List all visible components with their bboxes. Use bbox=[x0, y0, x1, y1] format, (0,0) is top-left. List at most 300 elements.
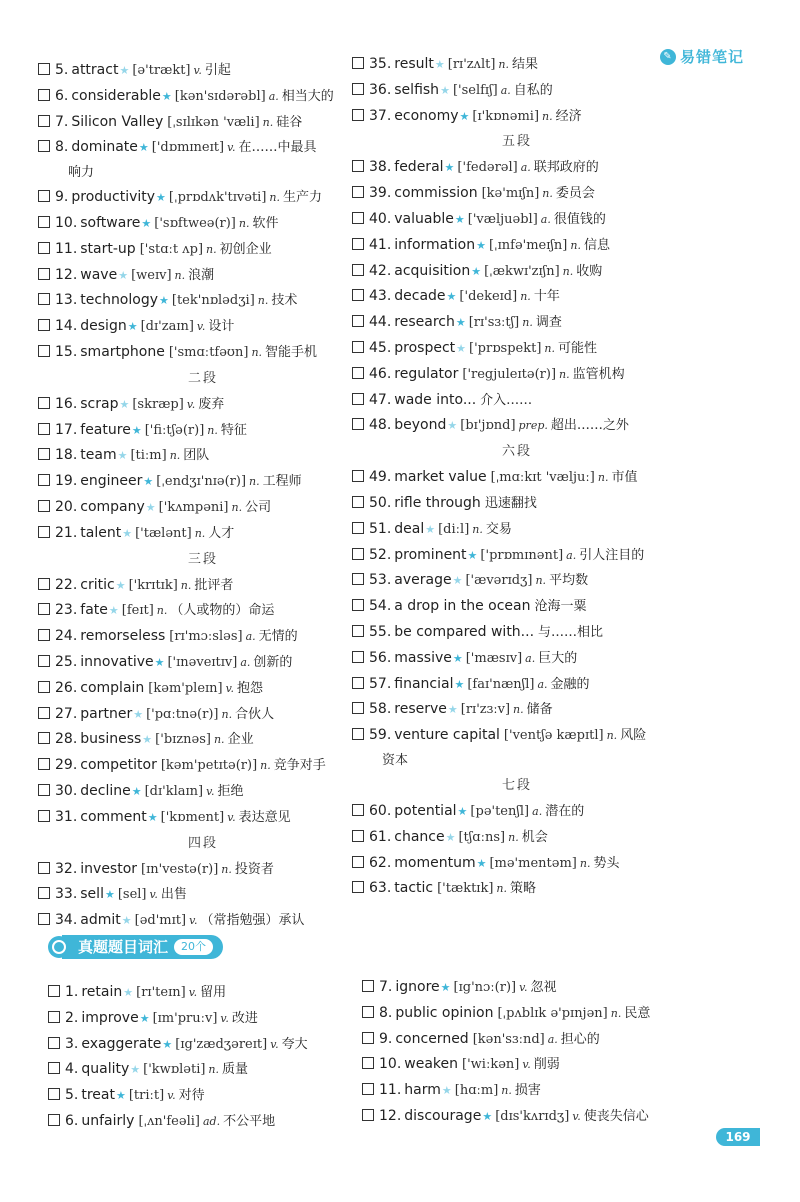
checkbox[interactable] bbox=[38, 268, 50, 280]
entry-pos: n. bbox=[498, 58, 510, 71]
word-entry bbox=[48, 1083, 378, 1109]
entry-phonetic: [faɪ'nænʃl] bbox=[467, 676, 535, 692]
star-icon: ★ bbox=[440, 83, 450, 97]
entry-number: 31. bbox=[55, 808, 78, 825]
star-icon: ★ bbox=[447, 703, 458, 717]
page-number: 169 bbox=[716, 1128, 760, 1146]
word-entry bbox=[352, 851, 682, 877]
word-entry bbox=[38, 727, 368, 753]
checkbox[interactable] bbox=[352, 238, 364, 250]
entry-number: 39. bbox=[369, 185, 392, 202]
entry-phonetic: ['regjuleɪtə(r)] bbox=[462, 366, 557, 382]
entry-meaning: 不公平地 bbox=[223, 1113, 276, 1129]
entry-word: potential bbox=[394, 802, 457, 819]
word-entry bbox=[38, 211, 368, 237]
entry-number: 61. bbox=[369, 828, 392, 845]
entry-pos: n. bbox=[238, 216, 250, 230]
entry-number: 12. bbox=[55, 266, 78, 283]
entry-word: investor bbox=[80, 860, 138, 877]
entry-number: 33. bbox=[55, 886, 78, 903]
entry-meaning: 出售 bbox=[160, 887, 187, 903]
checkbox[interactable] bbox=[352, 289, 364, 301]
checkbox[interactable] bbox=[352, 677, 364, 689]
star-icon: ★ bbox=[454, 677, 465, 691]
checkbox[interactable] bbox=[352, 702, 364, 714]
entry-phonetic: [dɪ'klaɪn] bbox=[144, 783, 204, 799]
checkbox[interactable] bbox=[38, 319, 50, 331]
checkbox[interactable] bbox=[362, 1083, 374, 1095]
entry-word: company bbox=[80, 498, 145, 515]
checkbox[interactable] bbox=[352, 651, 364, 663]
star-icon: ★ bbox=[130, 1063, 141, 1077]
word-entry bbox=[38, 598, 368, 624]
entry-meaning: 与……相比 bbox=[538, 624, 604, 640]
word-entry bbox=[38, 110, 368, 136]
word-entry bbox=[352, 491, 682, 517]
entry-word: prospect bbox=[394, 339, 456, 356]
entry-phonetic: [ɪg'nɔː(r)] bbox=[453, 980, 517, 995]
entry-pos: a. bbox=[240, 655, 251, 669]
entry-phonetic: [hɑːm] bbox=[454, 1083, 499, 1099]
checkbox[interactable] bbox=[38, 913, 50, 925]
entry-phonetic: [kən'sɪdərəbl] bbox=[174, 88, 266, 104]
entry-pos: v. bbox=[193, 64, 202, 77]
section-heading: 五段 bbox=[501, 134, 532, 150]
entry-meaning: 拒绝 bbox=[217, 783, 244, 799]
checkbox[interactable] bbox=[352, 393, 364, 405]
entry-number: 16. bbox=[55, 395, 78, 412]
entry-meaning: 质量 bbox=[222, 1062, 249, 1078]
star-icon: ★ bbox=[139, 1011, 150, 1025]
star-icon: ★ bbox=[143, 475, 154, 489]
word-entry bbox=[352, 155, 682, 181]
checkbox[interactable] bbox=[38, 293, 50, 305]
exam-vocab-left-column bbox=[48, 980, 378, 1135]
entry-phonetic: ['kwɒləti] bbox=[143, 1062, 206, 1078]
entry-pos: v. bbox=[149, 888, 158, 902]
entry-word: improve bbox=[81, 1009, 139, 1026]
entry-number: 41. bbox=[369, 236, 392, 253]
entry-number: 63. bbox=[369, 880, 392, 897]
entry-meaning: 介入…… bbox=[480, 392, 533, 408]
entry-pos: n. bbox=[610, 1006, 622, 1020]
checkbox[interactable] bbox=[38, 526, 50, 538]
checkbox[interactable] bbox=[48, 1011, 60, 1023]
entry-phonetic: ['fedərəl] bbox=[457, 160, 518, 176]
entry-phonetic: [ˌsɪlɪkən 'væli] bbox=[167, 114, 260, 130]
word-entry bbox=[352, 388, 682, 414]
entry-phonetic: [tʃɑːns] bbox=[458, 829, 506, 845]
entry-pos: ad. bbox=[202, 1114, 221, 1128]
entry-pos: n. bbox=[260, 759, 271, 773]
checkbox[interactable] bbox=[352, 881, 364, 893]
entry-number: 53. bbox=[369, 572, 392, 589]
entry-pos: a. bbox=[520, 161, 531, 175]
checkbox[interactable] bbox=[352, 522, 364, 534]
entry-phonetic: [diːl] bbox=[438, 521, 470, 537]
entry-number: 36. bbox=[369, 81, 392, 98]
entry-pos: v. bbox=[519, 981, 528, 994]
entry-number: 43. bbox=[369, 288, 392, 305]
entry-meaning: 智能手机 bbox=[265, 344, 318, 360]
checkbox[interactable] bbox=[352, 367, 364, 379]
entry-phonetic: [ˌækwɪ'zɪʃn] bbox=[484, 263, 560, 279]
word-entry bbox=[352, 52, 682, 78]
checkbox[interactable] bbox=[38, 578, 50, 590]
entry-phonetic: [kən'sɜːnd] bbox=[472, 1031, 545, 1047]
checkbox[interactable] bbox=[38, 784, 50, 796]
checkbox[interactable] bbox=[352, 83, 364, 95]
star-icon: ★ bbox=[108, 604, 119, 618]
entry-word: wave bbox=[80, 266, 118, 283]
star-icon: ★ bbox=[467, 548, 478, 562]
checkbox[interactable] bbox=[38, 423, 50, 435]
checkbox[interactable] bbox=[38, 474, 50, 486]
checkbox[interactable] bbox=[352, 160, 364, 172]
entry-word: information bbox=[394, 236, 476, 253]
entry-pos: a. bbox=[245, 630, 256, 644]
entry-phonetic: ['sɒftweə(r)] bbox=[154, 215, 236, 231]
entry-number: 26. bbox=[55, 679, 78, 696]
star-icon: ★ bbox=[476, 238, 486, 252]
checkbox[interactable] bbox=[38, 115, 50, 127]
word-entry bbox=[352, 876, 682, 902]
checkbox[interactable] bbox=[38, 655, 50, 667]
checkbox[interactable] bbox=[48, 985, 60, 997]
checkbox[interactable] bbox=[352, 830, 364, 842]
entry-word: deal bbox=[394, 520, 425, 537]
entry-word: exaggerate bbox=[81, 1035, 162, 1052]
entry-number: 50. bbox=[369, 494, 392, 511]
entry-meaning: 表达意见 bbox=[238, 809, 291, 825]
entry-pos: v. bbox=[225, 681, 235, 695]
entry-phonetic: [triːt] bbox=[128, 1088, 165, 1104]
star-icon: ★ bbox=[145, 500, 156, 514]
checkbox[interactable] bbox=[362, 1109, 374, 1121]
entry-pos: n. bbox=[257, 294, 269, 308]
checkbox[interactable] bbox=[352, 264, 364, 276]
star-icon: ★ bbox=[156, 191, 166, 205]
checkbox[interactable] bbox=[38, 89, 50, 101]
checkbox[interactable] bbox=[38, 140, 50, 152]
word-entry bbox=[38, 624, 368, 650]
entry-pos: v. bbox=[220, 1011, 229, 1025]
checkbox[interactable] bbox=[38, 397, 50, 409]
entry-word: economy bbox=[394, 107, 459, 124]
entry-number: 45. bbox=[369, 339, 392, 356]
checkbox[interactable] bbox=[38, 190, 50, 202]
word-entry bbox=[38, 135, 368, 161]
star-icon: ★ bbox=[142, 733, 153, 747]
entry-number: 30. bbox=[55, 782, 78, 799]
entry-phonetic: [mə'mentəm] bbox=[489, 855, 577, 871]
entry-number: 13. bbox=[55, 292, 78, 309]
entry-word: critic bbox=[80, 576, 115, 593]
entry-word: remorseless bbox=[80, 628, 166, 645]
checkbox[interactable] bbox=[38, 707, 50, 719]
word-entry bbox=[352, 672, 682, 698]
entry-pos: n. bbox=[472, 522, 483, 536]
entry-word: prominent bbox=[394, 546, 467, 563]
entry-phonetic: [kə'mɪʃn] bbox=[481, 186, 540, 202]
entry-number: 28. bbox=[55, 731, 78, 748]
word-entry bbox=[352, 543, 682, 569]
entry-word: harm bbox=[404, 1082, 441, 1099]
word-entry bbox=[48, 1032, 378, 1058]
entry-word: quality bbox=[81, 1061, 130, 1078]
entry-meaning: 风险 bbox=[620, 728, 647, 744]
entry-word: decade bbox=[394, 288, 446, 305]
entry-phonetic: [bɪ'jɒnd] bbox=[460, 418, 516, 434]
entry-pos: n. bbox=[249, 475, 260, 489]
checkbox[interactable] bbox=[352, 418, 364, 430]
entry-number: 52. bbox=[369, 546, 392, 563]
checkbox[interactable] bbox=[352, 496, 364, 508]
entry-pos: n. bbox=[180, 578, 192, 592]
entry-word: attract bbox=[71, 62, 119, 78]
entry-word: research bbox=[394, 314, 455, 331]
entry-word: rifle through bbox=[394, 494, 481, 511]
entry-meaning: 创新的 bbox=[253, 654, 293, 670]
entry-phonetic: ['dekeɪd] bbox=[459, 289, 518, 305]
checkbox[interactable] bbox=[352, 109, 364, 121]
word-entry bbox=[352, 233, 682, 259]
checkbox[interactable] bbox=[38, 216, 50, 228]
star-icon: ★ bbox=[141, 216, 152, 230]
entry-phonetic: [ˌendʒɪ'nɪə(r)] bbox=[156, 474, 247, 490]
checkbox[interactable] bbox=[38, 603, 50, 615]
checkbox[interactable] bbox=[362, 1006, 374, 1018]
entry-phonetic: ['dɒmɪneɪt] bbox=[151, 140, 225, 156]
word-entry bbox=[352, 207, 682, 233]
entry-phonetic: [rɪ'sɜːtʃ] bbox=[468, 315, 520, 331]
star-icon: ★ bbox=[117, 449, 128, 463]
entry-pos: v. bbox=[196, 320, 206, 334]
checkbox[interactable] bbox=[362, 1032, 374, 1044]
word-entry bbox=[38, 779, 368, 805]
entry-word: sell bbox=[80, 886, 104, 903]
checkbox[interactable] bbox=[352, 470, 364, 482]
checkbox[interactable] bbox=[38, 345, 50, 357]
entry-word: complain bbox=[80, 679, 145, 696]
entry-number: 54. bbox=[369, 598, 392, 615]
checkbox[interactable] bbox=[38, 887, 50, 899]
checkbox[interactable] bbox=[352, 804, 364, 816]
checkbox[interactable] bbox=[362, 1057, 374, 1069]
entry-pos: v. bbox=[188, 986, 198, 999]
entry-pos: n. bbox=[221, 862, 232, 876]
star-icon: ★ bbox=[133, 707, 144, 721]
entry-number: 55. bbox=[369, 623, 392, 640]
star-icon: ★ bbox=[119, 64, 130, 77]
checkbox[interactable] bbox=[38, 732, 50, 744]
word-entry bbox=[352, 620, 682, 646]
star-icon: ★ bbox=[159, 294, 169, 308]
star-icon: ★ bbox=[459, 109, 470, 123]
word-entry bbox=[352, 799, 682, 825]
entry-meaning: 十年 bbox=[533, 289, 560, 305]
entry-number: 38. bbox=[369, 159, 392, 176]
star-icon: ★ bbox=[138, 141, 149, 155]
entry-phonetic: [dɪs'kʌrɪdʒ] bbox=[495, 1108, 570, 1124]
checkbox[interactable] bbox=[352, 186, 364, 198]
entry-pos: v. bbox=[572, 1109, 581, 1123]
star-icon: ★ bbox=[118, 268, 129, 282]
checkbox[interactable] bbox=[352, 599, 364, 611]
entry-pos: a. bbox=[566, 548, 577, 562]
entry-number: 57. bbox=[369, 675, 392, 692]
entry-word: partner bbox=[80, 705, 133, 722]
entry-meaning: 抱怨 bbox=[237, 680, 264, 696]
entry-pos: v. bbox=[189, 914, 198, 928]
star-icon: ★ bbox=[482, 1109, 493, 1123]
entry-number: 7. bbox=[55, 113, 69, 130]
word-entry bbox=[38, 392, 368, 418]
checkbox[interactable] bbox=[352, 548, 364, 560]
checkbox[interactable] bbox=[38, 500, 50, 512]
word-entry bbox=[362, 1078, 692, 1104]
entry-pos: v. bbox=[270, 1037, 279, 1051]
checkbox[interactable] bbox=[352, 625, 364, 637]
entry-pos: n. bbox=[208, 1063, 220, 1077]
entry-meaning-continued: 响力 bbox=[68, 165, 95, 181]
checkbox[interactable] bbox=[352, 315, 364, 327]
checkbox[interactable] bbox=[352, 728, 364, 740]
checkbox[interactable] bbox=[38, 810, 50, 822]
star-icon: ★ bbox=[162, 1037, 173, 1051]
checkbox[interactable] bbox=[352, 856, 364, 868]
entry-pos: n. bbox=[559, 367, 570, 381]
entry-pos: n. bbox=[174, 268, 186, 282]
word-entry bbox=[38, 469, 368, 495]
section-heading: 二段 bbox=[187, 370, 218, 386]
word-entry bbox=[362, 1001, 692, 1027]
word-entry bbox=[38, 805, 368, 831]
word-entry bbox=[48, 980, 378, 1006]
entry-meaning: 使丧失信心 bbox=[583, 1108, 649, 1124]
entry-phonetic: ['kɒment] bbox=[160, 809, 225, 825]
word-entry bbox=[48, 1109, 378, 1135]
checkbox[interactable] bbox=[38, 681, 50, 693]
word-entry bbox=[38, 908, 368, 934]
entry-pos: v. bbox=[522, 1058, 531, 1072]
entry-word: talent bbox=[80, 524, 122, 541]
entry-phonetic: ['tælənt] bbox=[135, 525, 192, 541]
entry-pos: n. bbox=[194, 526, 206, 540]
word-entry bbox=[352, 310, 682, 336]
word-entry bbox=[352, 336, 682, 362]
star-icon: ★ bbox=[147, 810, 158, 824]
entry-number: 5. bbox=[65, 1087, 79, 1104]
entry-word: start-up bbox=[80, 240, 136, 257]
entry-pos: n. bbox=[169, 449, 181, 463]
word-entry bbox=[38, 237, 368, 263]
entry-word: be compared with... bbox=[394, 623, 535, 640]
entry-pos: n. bbox=[269, 191, 281, 205]
entry-phonetic: [ˌmɑːkɪt 'væljuː] bbox=[490, 470, 595, 486]
checkbox[interactable] bbox=[38, 629, 50, 641]
entry-number: 11. bbox=[379, 1082, 402, 1099]
star-icon: ★ bbox=[471, 264, 482, 278]
star-icon: ★ bbox=[441, 1084, 452, 1098]
checkbox[interactable] bbox=[38, 63, 50, 75]
checkbox[interactable] bbox=[352, 57, 364, 69]
checkbox[interactable] bbox=[38, 862, 50, 874]
checkbox[interactable] bbox=[352, 212, 364, 224]
banner-count: 20个 bbox=[174, 939, 213, 955]
entry-meaning: 储备 bbox=[526, 702, 553, 718]
entry-word: scrap bbox=[80, 395, 119, 412]
entry-meaning: 人才 bbox=[208, 525, 235, 541]
word-entry bbox=[38, 443, 368, 469]
checkbox[interactable] bbox=[48, 1037, 60, 1049]
word-entry bbox=[362, 1027, 692, 1053]
entry-word: massive bbox=[394, 649, 452, 666]
entry-pos: prep. bbox=[518, 419, 548, 433]
entry-pos: n. bbox=[262, 115, 274, 129]
checkbox[interactable] bbox=[38, 242, 50, 254]
entry-pos: n. bbox=[542, 187, 553, 201]
entry-phonetic: ['pɑːtnə(r)] bbox=[146, 706, 219, 722]
entry-phonetic: [ɪ'kɒnəmi] bbox=[472, 108, 540, 124]
entry-pos: n. bbox=[221, 707, 233, 721]
checkbox[interactable] bbox=[38, 448, 50, 460]
word-entry bbox=[38, 84, 368, 110]
checkbox[interactable] bbox=[352, 341, 364, 353]
entry-meaning: 收购 bbox=[576, 263, 603, 279]
checkbox[interactable] bbox=[48, 1114, 60, 1126]
entry-phonetic: ['ɪnəveɪtɪv] bbox=[167, 654, 238, 670]
entry-word: beyond bbox=[394, 417, 447, 434]
checkbox[interactable] bbox=[48, 1062, 60, 1074]
entry-number: 10. bbox=[55, 214, 78, 231]
entry-meaning: 交易 bbox=[485, 521, 512, 537]
entry-pos: n. bbox=[562, 264, 574, 278]
entry-pos: n. bbox=[570, 238, 581, 252]
checkbox[interactable] bbox=[48, 1088, 60, 1100]
entry-meaning: 削弱 bbox=[533, 1057, 560, 1073]
entry-phonetic: [ˌprɒdʌk'tɪvəti] bbox=[168, 190, 267, 206]
entry-meaning: 潜在的 bbox=[545, 803, 585, 819]
checkbox[interactable] bbox=[352, 573, 364, 585]
entry-word: concerned bbox=[395, 1030, 469, 1047]
section-heading: 六段 bbox=[501, 444, 532, 460]
entry-number: 6. bbox=[65, 1112, 79, 1129]
entry-word: comment bbox=[80, 808, 147, 825]
entry-word: venture capital bbox=[394, 727, 500, 744]
entry-pos: n. bbox=[231, 500, 243, 514]
checkbox[interactable] bbox=[38, 758, 50, 770]
word-entry bbox=[38, 185, 368, 211]
section-heading: 七段 bbox=[501, 777, 532, 793]
entry-meaning: 合伙人 bbox=[235, 706, 275, 722]
entry-meaning: 平均数 bbox=[549, 573, 589, 589]
entry-pos: a. bbox=[500, 83, 511, 97]
entry-pos: a. bbox=[268, 89, 279, 103]
entry-word: decline bbox=[80, 782, 131, 799]
entry-meaning: 浪潮 bbox=[188, 267, 215, 283]
entry-word: competitor bbox=[80, 757, 157, 774]
word-entry bbox=[352, 465, 682, 491]
entry-number: 49. bbox=[369, 469, 392, 486]
banner-bar bbox=[62, 935, 223, 959]
entry-phonetic: [kəm'pleɪn] bbox=[148, 680, 223, 696]
entry-meaning: 团队 bbox=[183, 448, 210, 464]
checkbox[interactable] bbox=[362, 980, 374, 992]
entry-word: fate bbox=[80, 602, 108, 619]
entry-meaning: 硅谷 bbox=[276, 114, 303, 130]
entry-meaning: 工程师 bbox=[262, 474, 302, 490]
